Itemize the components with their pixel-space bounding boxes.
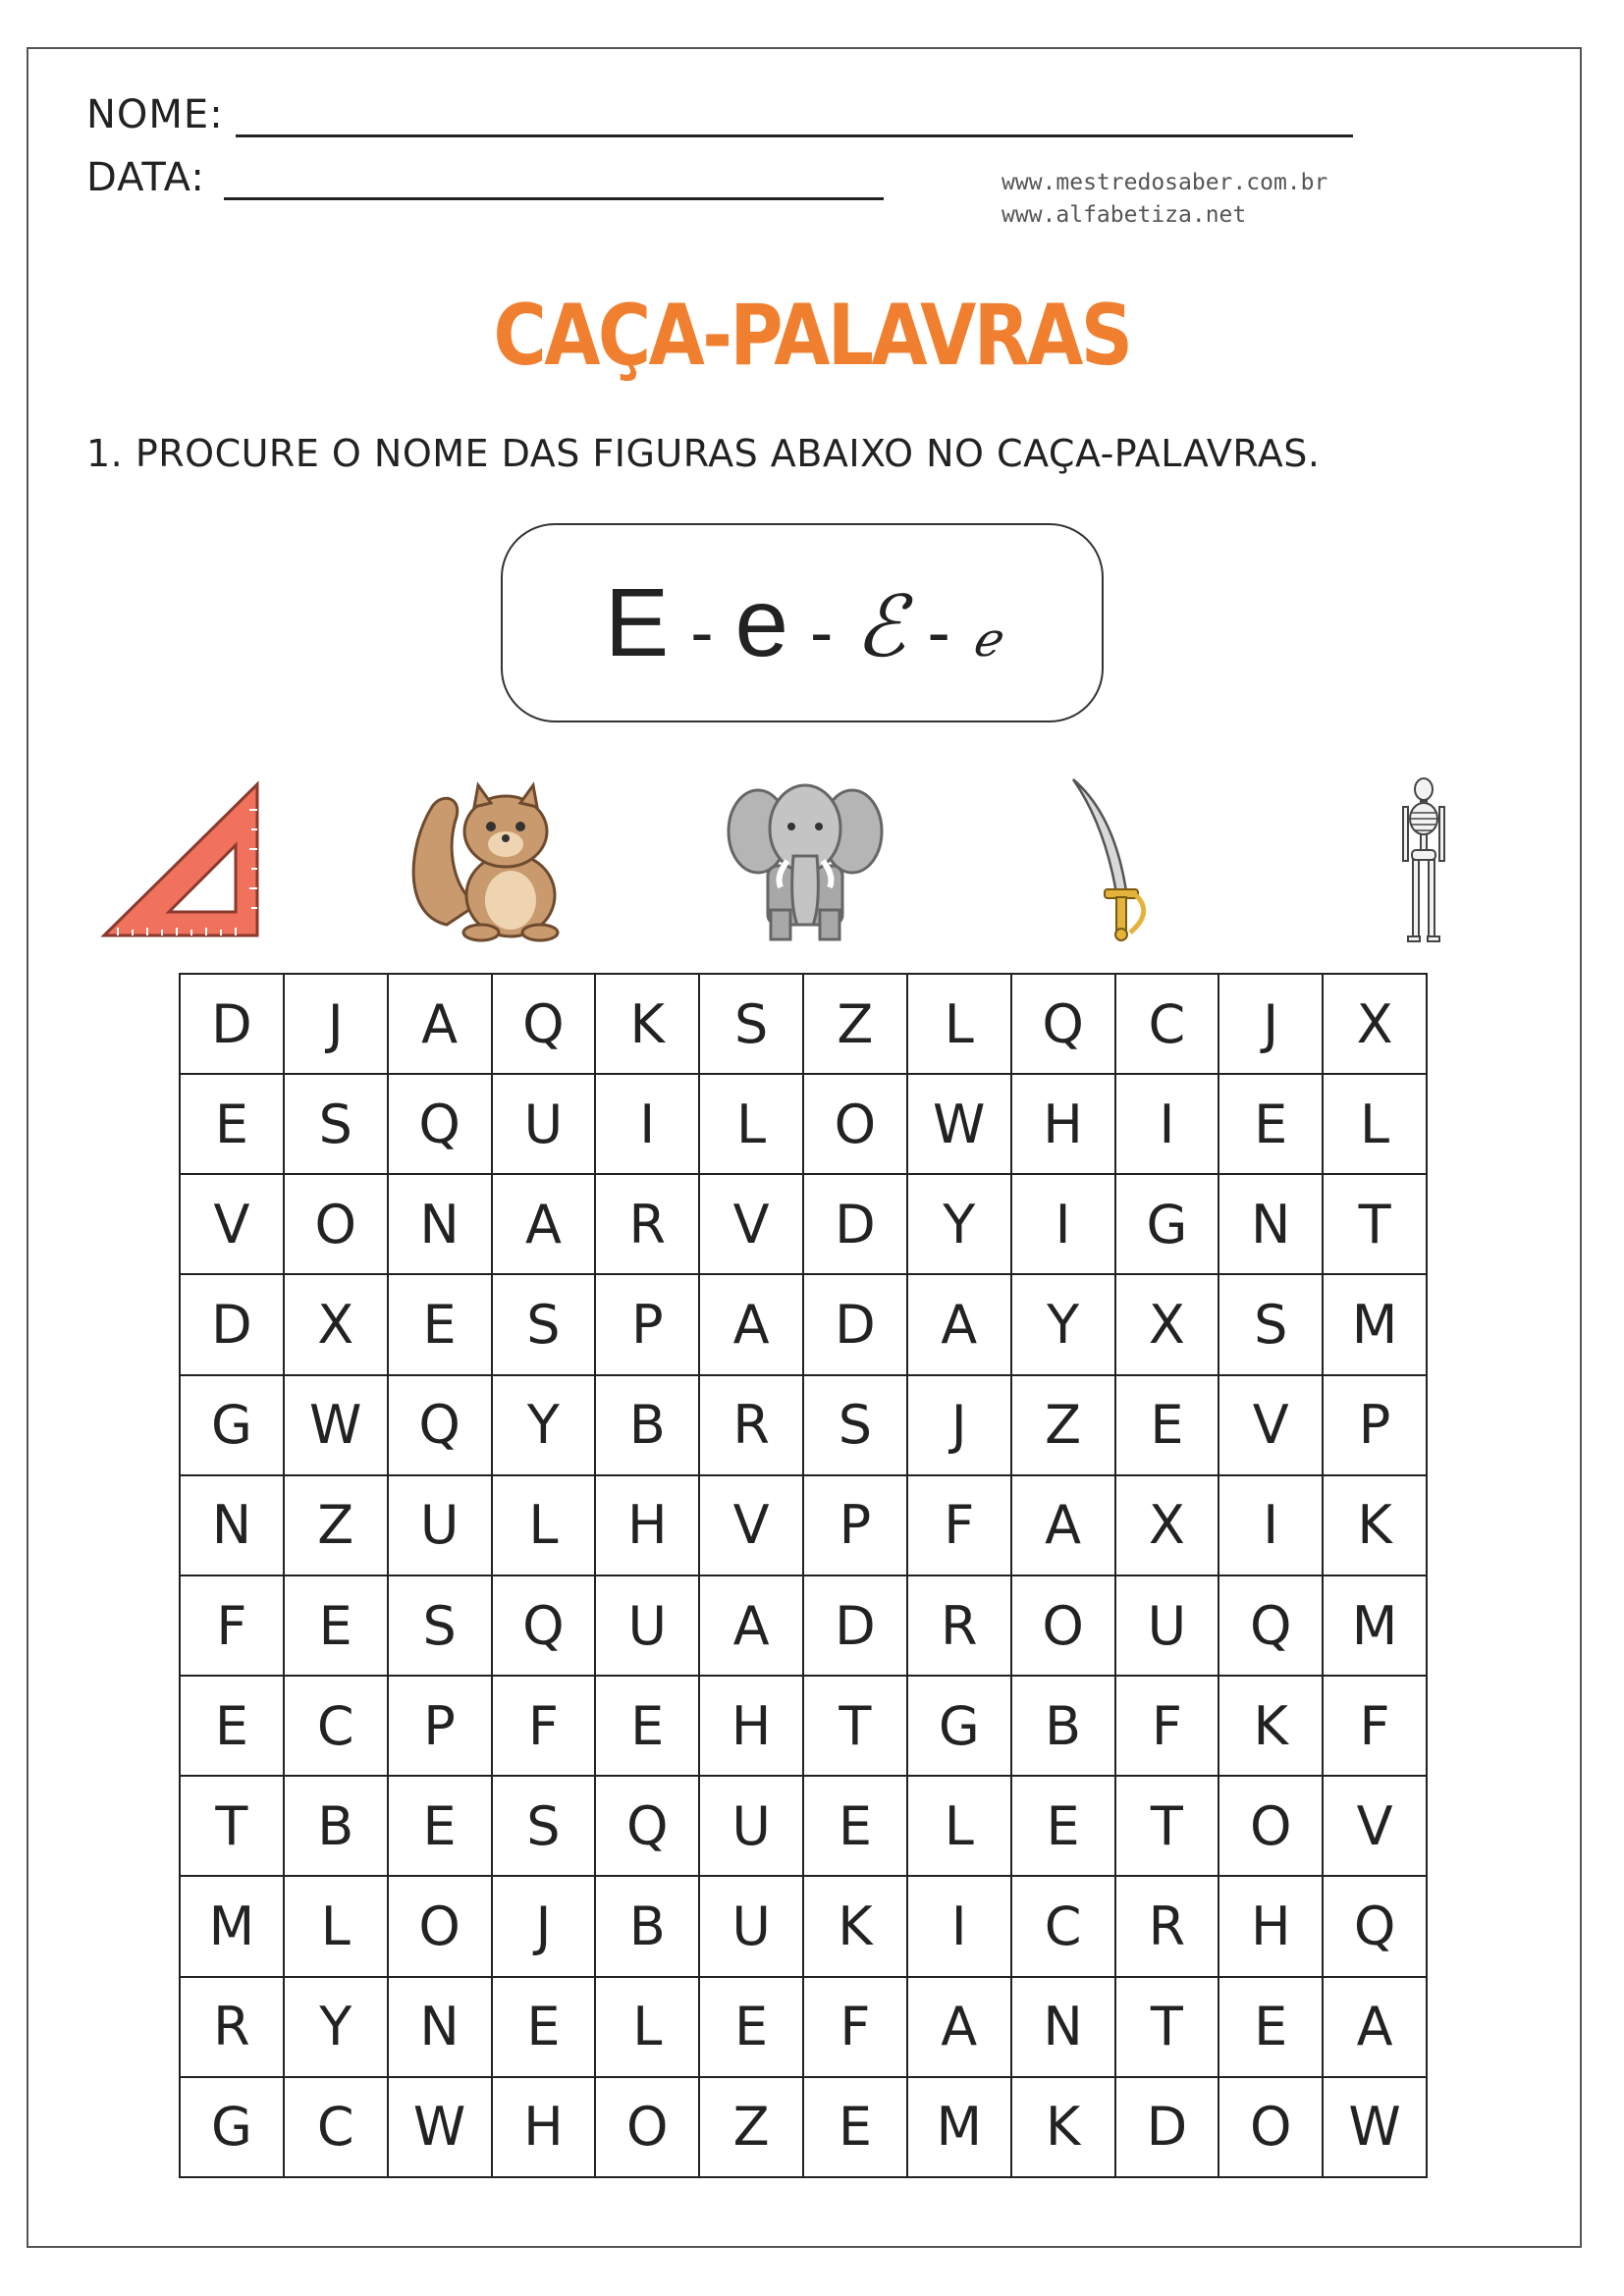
grid-cell[interactable]: H <box>493 2078 597 2178</box>
grid-cell[interactable]: V <box>1219 1376 1324 1476</box>
date-label: DATA: <box>86 155 205 200</box>
grid-cell[interactable]: R <box>1116 1877 1220 1977</box>
grid-cell[interactable]: E <box>1219 1978 1324 2078</box>
grid-cell[interactable]: L <box>908 975 1012 1075</box>
grid-cell[interactable]: E <box>1116 1376 1220 1476</box>
letter-lower-print: e <box>734 568 789 676</box>
grid-cell[interactable]: U <box>596 1576 700 1677</box>
grid-cell[interactable]: H <box>1012 1075 1116 1175</box>
grid-cell[interactable]: F <box>493 1677 597 1777</box>
grid-cell[interactable]: Y <box>493 1376 597 1476</box>
grid-cell[interactable]: F <box>1324 1677 1428 1777</box>
grid-cell[interactable]: E <box>389 1777 493 1877</box>
grid-cell[interactable]: J <box>285 975 389 1075</box>
grid-cell[interactable]: D <box>181 975 285 1075</box>
grid-cell[interactable]: G <box>181 1376 285 1476</box>
grid-cell[interactable]: K <box>1012 2078 1116 2178</box>
grid-cell[interactable]: V <box>700 1476 804 1576</box>
grid-cell[interactable]: A <box>389 975 493 1075</box>
grid-cell[interactable]: Q <box>493 1576 597 1677</box>
grid-cell[interactable]: B <box>285 1777 389 1877</box>
grid-cell[interactable]: E <box>804 2078 908 2178</box>
grid-cell[interactable]: G <box>1116 1175 1220 1275</box>
grid-cell[interactable]: Z <box>804 975 908 1075</box>
grid-cell[interactable]: E <box>181 1677 285 1777</box>
letter-forms-box <box>501 523 1104 722</box>
grid-cell[interactable]: I <box>1116 1075 1220 1175</box>
date-field[interactable] <box>86 155 205 200</box>
grid-cell[interactable]: Y <box>1012 1275 1116 1375</box>
grid-cell[interactable]: K <box>1324 1476 1428 1576</box>
grid-cell[interactable]: Q <box>1012 975 1116 1075</box>
grid-cell[interactable]: S <box>493 1275 597 1375</box>
grid-cell[interactable]: I <box>596 1075 700 1175</box>
grid-cell[interactable]: P <box>1324 1376 1428 1476</box>
grid-cell[interactable]: J <box>493 1877 597 1977</box>
grid-cell[interactable]: D <box>804 1275 908 1375</box>
grid-cell[interactable]: E <box>181 1075 285 1175</box>
grid-cell[interactable]: A <box>700 1275 804 1375</box>
grid-cell[interactable]: A <box>493 1175 597 1275</box>
grid-cell[interactable]: V <box>181 1175 285 1275</box>
grid-cell[interactable]: X <box>1116 1476 1220 1576</box>
grid-cell[interactable]: C <box>1116 975 1220 1075</box>
grid-cell[interactable]: E <box>389 1275 493 1375</box>
grid-cell[interactable]: Y <box>908 1175 1012 1275</box>
grid-cell[interactable]: T <box>804 1677 908 1777</box>
grid-cell[interactable]: T <box>1116 1978 1220 2078</box>
grid-cell[interactable]: H <box>596 1476 700 1576</box>
grid-cell[interactable]: E <box>1219 1075 1324 1175</box>
grid-cell[interactable]: P <box>389 1677 493 1777</box>
grid-cell[interactable]: U <box>700 1777 804 1877</box>
grid-cell[interactable]: R <box>908 1576 1012 1677</box>
grid-cell[interactable]: R <box>596 1175 700 1275</box>
grid-cell[interactable]: A <box>908 1978 1012 2078</box>
grid-cell[interactable]: U <box>1116 1576 1220 1677</box>
grid-cell[interactable]: C <box>1012 1877 1116 1977</box>
skeleton-icon <box>1394 777 1453 944</box>
grid-cell[interactable]: O <box>1219 2078 1324 2178</box>
grid-cell[interactable]: K <box>1219 1677 1324 1777</box>
grid-cell[interactable]: A <box>908 1275 1012 1375</box>
grid-cell[interactable]: Q <box>389 1075 493 1175</box>
grid-cell[interactable]: H <box>1219 1877 1324 1977</box>
grid-cell[interactable]: J <box>908 1376 1012 1476</box>
grid-cell[interactable]: M <box>181 1877 285 1977</box>
grid-cell[interactable]: X <box>1324 975 1428 1075</box>
grid-cell[interactable]: W <box>908 1075 1012 1175</box>
grid-cell[interactable]: P <box>596 1275 700 1375</box>
grid-cell[interactable]: I <box>908 1877 1012 1977</box>
letter-upper-cursive: ℰ <box>854 578 906 676</box>
grid-cell[interactable]: L <box>700 1075 804 1175</box>
word-search-grid <box>179 973 1428 2178</box>
grid-cell[interactable]: L <box>908 1777 1012 1877</box>
grid-cell[interactable]: L <box>1324 1075 1428 1175</box>
grid-cell[interactable]: K <box>804 1877 908 1977</box>
grid-cell[interactable]: O <box>389 1877 493 1977</box>
grid-cell[interactable]: B <box>596 1877 700 1977</box>
grid-cell[interactable]: A <box>700 1576 804 1677</box>
grid-cell[interactable]: V <box>1324 1777 1428 1877</box>
squirrel-icon <box>407 777 574 942</box>
grid-cell[interactable]: D <box>1116 2078 1220 2178</box>
grid-cell[interactable]: S <box>1219 1275 1324 1375</box>
grid-cell[interactable]: E <box>700 1978 804 2078</box>
grid-cell[interactable]: Z <box>700 2078 804 2178</box>
grid-cell[interactable]: F <box>908 1476 1012 1576</box>
grid-cell[interactable]: A <box>1012 1476 1116 1576</box>
website-list <box>1001 167 1327 232</box>
grid-cell[interactable]: E <box>804 1777 908 1877</box>
grid-cell[interactable]: Q <box>1324 1877 1428 1977</box>
grid-cell[interactable]: C <box>285 2078 389 2178</box>
grid-cell[interactable]: W <box>285 1376 389 1476</box>
elephant-icon <box>727 777 884 942</box>
grid-cell[interactable]: N <box>389 1175 493 1275</box>
grid-cell[interactable]: M <box>1324 1576 1428 1677</box>
grid-cell[interactable]: B <box>1012 1677 1116 1777</box>
letter-upper-print: E <box>604 568 670 676</box>
grid-cell[interactable]: N <box>389 1978 493 2078</box>
grid-cell[interactable]: S <box>700 975 804 1075</box>
grid-cell[interactable]: T <box>1324 1175 1428 1275</box>
grid-cell[interactable]: L <box>493 1476 597 1576</box>
grid-cell[interactable]: U <box>493 1075 597 1175</box>
grid-cell[interactable]: I <box>1012 1175 1116 1275</box>
grid-cell[interactable]: K <box>596 975 700 1075</box>
grid-cell[interactable]: S <box>804 1376 908 1476</box>
grid-cell[interactable]: Y <box>285 1978 389 2078</box>
website-url: www.mestredosaber.com.br <box>1001 170 1328 195</box>
grid-cell[interactable]: O <box>1219 1777 1324 1877</box>
grid-cell[interactable]: S <box>389 1576 493 1677</box>
page-title: CAÇA-PALAVRAS <box>493 287 1131 385</box>
website-url: www.alfabetiza.net <box>1001 202 1247 228</box>
grid-cell[interactable]: T <box>1116 1777 1220 1877</box>
grid-cell[interactable]: Q <box>1219 1576 1324 1677</box>
separator: - <box>690 594 714 670</box>
grid-cell[interactable]: O <box>285 1175 389 1275</box>
grid-cell[interactable]: O <box>1012 1576 1116 1677</box>
grid-cell[interactable]: W <box>389 2078 493 2178</box>
grid-cell[interactable]: Q <box>596 1777 700 1877</box>
grid-cell[interactable]: N <box>181 1476 285 1576</box>
grid-cell[interactable]: O <box>804 1075 908 1175</box>
grid-cell[interactable]: D <box>804 1175 908 1275</box>
grid-cell[interactable]: C <box>285 1677 389 1777</box>
grid-cell[interactable]: U <box>389 1476 493 1576</box>
grid-cell[interactable]: V <box>700 1175 804 1275</box>
grid-cell[interactable]: F <box>181 1576 285 1677</box>
grid-cell[interactable]: H <box>700 1677 804 1777</box>
grid-cell[interactable]: P <box>804 1476 908 1576</box>
grid-cell[interactable]: F <box>804 1978 908 2078</box>
name-label: NOME: <box>86 92 224 137</box>
grid-cell[interactable]: O <box>596 2078 700 2178</box>
grid-cell[interactable]: N <box>1219 1175 1324 1275</box>
grid-cell[interactable]: Q <box>389 1376 493 1476</box>
grid-cell[interactable]: I <box>1219 1476 1324 1576</box>
sword-icon <box>1065 775 1164 944</box>
separator: - <box>927 594 950 670</box>
grid-cell[interactable]: M <box>908 2078 1012 2178</box>
grid-cell[interactable]: X <box>1116 1275 1220 1375</box>
grid-cell[interactable]: E <box>285 1576 389 1677</box>
grid-cell[interactable]: T <box>181 1777 285 1877</box>
grid-cell[interactable]: R <box>181 1978 285 2078</box>
instruction-text: 1. PROCURE O NOME DAS FIGURAS ABAIXO NO CAÇA-PALAVRAS. <box>86 432 1321 475</box>
set-square-icon <box>98 780 265 942</box>
grid-cell[interactable]: Z <box>1012 1376 1116 1476</box>
grid-cell[interactable]: E <box>596 1677 700 1777</box>
grid-cell[interactable]: D <box>804 1576 908 1677</box>
grid-cell[interactable]: G <box>908 1677 1012 1777</box>
grid-cell[interactable]: E <box>1012 1777 1116 1877</box>
grid-cell[interactable]: L <box>285 1877 389 1977</box>
grid-cell[interactable]: B <box>596 1376 700 1476</box>
grid-cell[interactable]: W <box>1324 2078 1428 2178</box>
separator: - <box>810 594 834 670</box>
letter-lower-cursive: ℯ <box>971 613 1001 667</box>
grid-cell[interactable]: Z <box>285 1476 389 1576</box>
grid-cell[interactable]: M <box>1324 1275 1428 1375</box>
grid-cell[interactable]: J <box>1219 975 1324 1075</box>
grid-cell[interactable]: A <box>1324 1978 1428 2078</box>
grid-cell[interactable]: D <box>181 1275 285 1375</box>
grid-cell[interactable]: G <box>181 2078 285 2178</box>
name-line[interactable] <box>236 134 1353 137</box>
grid-cell[interactable]: X <box>285 1275 389 1375</box>
grid-cell[interactable]: S <box>493 1777 597 1877</box>
name-field[interactable] <box>86 92 224 137</box>
grid-cell[interactable]: Q <box>493 975 597 1075</box>
grid-cell[interactable]: N <box>1012 1978 1116 2078</box>
grid-cell[interactable]: E <box>493 1978 597 2078</box>
grid-cell[interactable]: S <box>285 1075 389 1175</box>
grid-cell[interactable]: L <box>596 1978 700 2078</box>
grid-cell[interactable]: F <box>1116 1677 1220 1777</box>
grid-cell[interactable]: R <box>700 1376 804 1476</box>
grid-cell[interactable]: U <box>700 1877 804 1977</box>
date-line[interactable] <box>224 197 884 200</box>
